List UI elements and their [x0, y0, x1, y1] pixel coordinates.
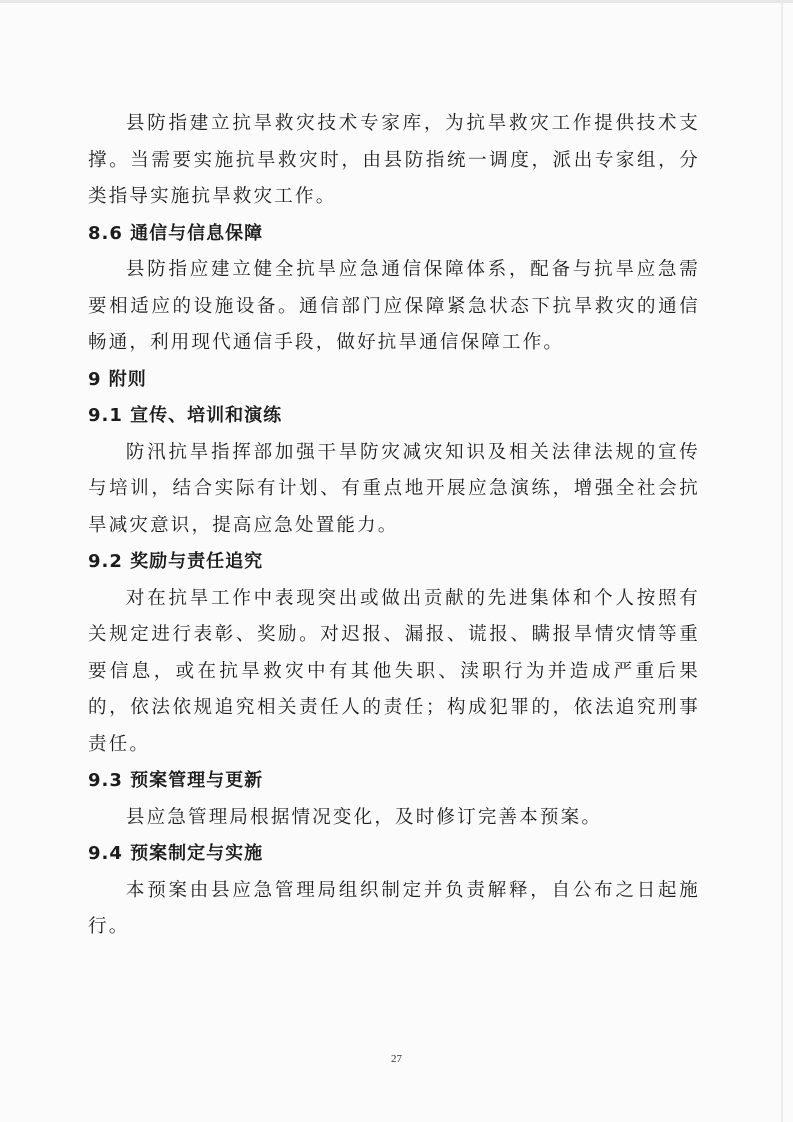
paragraph-training: 防汛抗旱指挥部加强干旱防灾减灾知识及相关法律法规的宣传与培训，结合实际有计划、有重点地开展应急演练，增强全社会抗旱减灾意识，提高应急处置能力。	[88, 441, 700, 536]
document-body	[88, 106, 700, 946]
paragraph-communication: 县防指应建立健全抗旱应急通信保障体系，配备与抗旱应急需要相适应的设施设备。通信部门应保障紧急状态下抗旱救灾的通信畅通，利用现代通信手段，做好抗旱通信保障工作。	[88, 259, 700, 353]
scan-edge-right	[781, 0, 783, 1122]
paragraph-expert-pool: 县防指建立抗旱救灾技术专家库，为抗旱救灾工作提供技术支撑。当需要实施抗旱救灾时，由县防指统一调度，派出专家组，分类指导实施抗旱救灾工作。	[88, 113, 700, 207]
scan-edge-top	[0, 0, 793, 3]
paragraph-rewards: 对在抗旱工作中表现突出或做出贡献的先进集体和个人按照有关规定进行表彰、奖励。对迟报、漏报、谎报、瞒报旱情灾情等重要信息，或在抗旱救灾中有其他失职、渎职行为并造成严重后果的，依法依规追究相关责任人的责任；构成犯罪的，依法追究刑事责任。	[88, 587, 700, 755]
heading-8-6: 8.6 通信与信息保障	[88, 222, 264, 244]
paragraph-implementation: 本预案由县应急管理局组织制定并负责解释，自公布之日起施行。	[88, 879, 700, 937]
page-number: 27	[391, 1053, 402, 1065]
heading-9: 9 附则	[88, 368, 147, 390]
paragraph-plan-update: 县应急管理局根据情况变化，及时修订完善本预案。	[125, 806, 603, 828]
heading-9-4: 9.4 预案制定与实施	[88, 843, 264, 864]
heading-9-3: 9.3 预案管理与更新	[88, 770, 264, 791]
heading-9-2: 9.2 奖励与责任追究	[88, 551, 264, 572]
heading-9-1: 9.1 宣传、培训和演练	[88, 405, 283, 426]
